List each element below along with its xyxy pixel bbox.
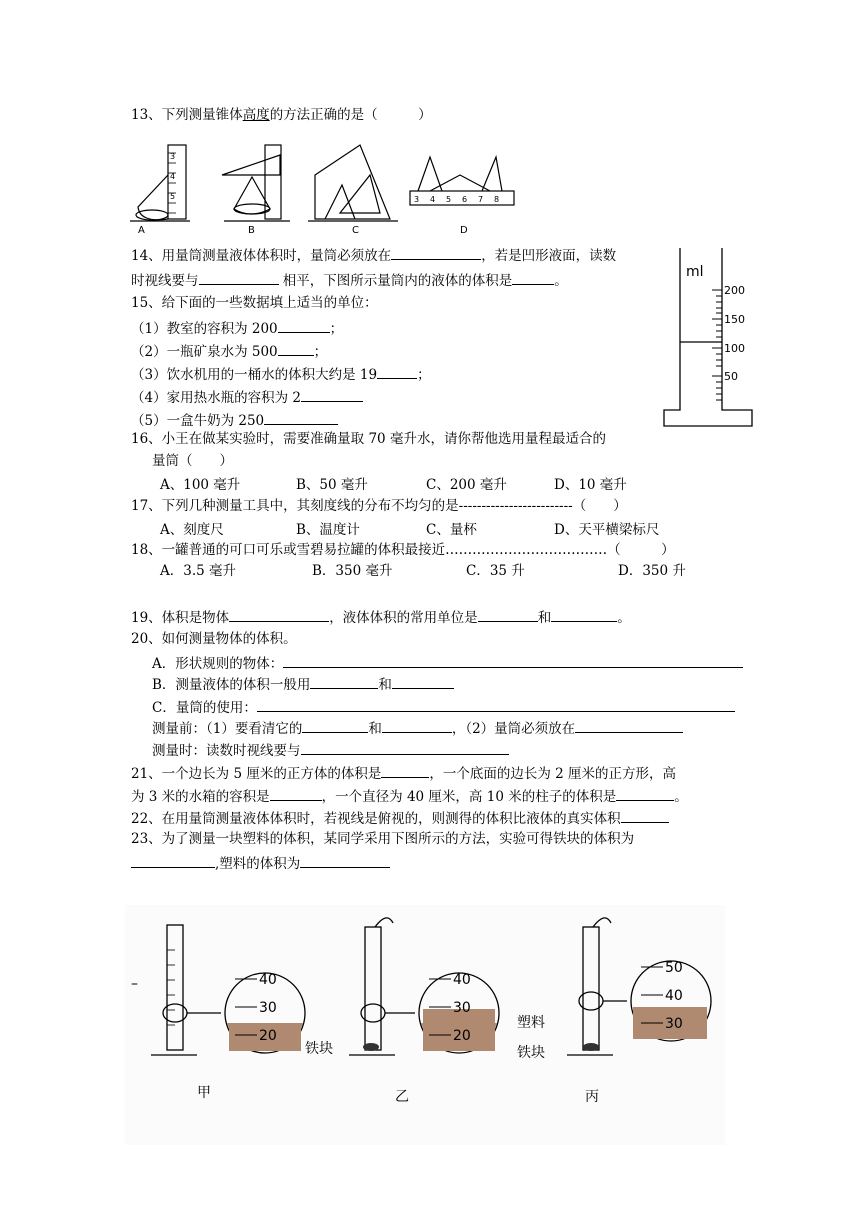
q20-dur-text: 测量时：读数时视线要与	[152, 743, 301, 759]
q14-text-2b: 相平，下图所示量筒内的液体的体积是	[278, 273, 513, 289]
q21-blank-1[interactable]	[381, 763, 429, 778]
zoom-bing-tick-40: 40	[665, 988, 683, 1004]
q20-a	[152, 653, 743, 673]
cylinder-tick-100: 100	[724, 342, 745, 355]
q18-line1: 18、一罐普通的可口可乐或雪碧易拉罐的体积最接近………………………………（ ）	[131, 542, 675, 558]
q18-option-c[interactable]: C．35 升	[466, 563, 525, 579]
q21-line2	[131, 786, 688, 806]
q15-blank-3[interactable]	[377, 364, 417, 379]
q14-line1	[131, 245, 616, 265]
svg-text:7: 7	[478, 195, 484, 204]
label-plastic: 塑料	[517, 1015, 545, 1031]
q14-blank-3[interactable]	[512, 270, 554, 285]
q14-blank-1[interactable]	[391, 245, 481, 260]
q16-option-c[interactable]: C、200 毫升	[426, 477, 507, 493]
svg-text:3: 3	[414, 195, 420, 204]
q21-text-2a: 为 3 米的水箱的容积是	[131, 789, 270, 805]
q17-line1: 17、下列几种测量工具中，其刻度线的分布不均匀的是-------------------------（ ）	[131, 498, 627, 514]
q20-blank-pre3[interactable]	[575, 718, 683, 733]
q15-item-4	[131, 387, 363, 407]
q20-c	[152, 697, 735, 717]
label-bing: 丙	[585, 1089, 599, 1105]
cylinder-tick-150: 150	[724, 313, 745, 326]
q15-item-4-text: （4）家用热水瓶的容积为 2	[131, 390, 301, 406]
zoom-yi-tick-20: 20	[453, 1028, 471, 1044]
q20-blank-pre2[interactable]	[382, 718, 452, 733]
q20-blank-dur[interactable]	[301, 740, 509, 755]
q14-text-2c: 。	[554, 273, 568, 289]
q17-option-a[interactable]: A、刻度尺	[160, 522, 224, 538]
label-jia: 甲	[197, 1085, 211, 1101]
cylinder-tick-200: 200	[724, 284, 745, 297]
q17-option-c[interactable]: C、量杯	[426, 522, 477, 538]
q15-heading: 15、给下面的一些数据填上适当的单位：	[131, 295, 378, 311]
q15-item-2-text: （2）一瓶矿泉水为 500	[131, 344, 278, 360]
q20-blank-pre1[interactable]	[302, 718, 368, 733]
q15-blank-5[interactable]	[264, 410, 338, 425]
q21-text-2b: ，一个直径为 40 厘米，高 10 米的柱子的体积是	[321, 789, 617, 805]
q20-blank-b2[interactable]	[392, 674, 454, 689]
q14-line2	[131, 270, 568, 290]
q17-option-d[interactable]: D、天平横梁标尺	[554, 522, 660, 538]
q22-blank[interactable]	[621, 808, 669, 823]
q14-blank-2[interactable]	[199, 270, 279, 285]
q13-label-d: D	[460, 225, 468, 235]
q15-blank-4[interactable]	[301, 387, 363, 402]
q18-option-a[interactable]: A．3.5 毫升	[160, 563, 237, 579]
q15-item-3	[131, 364, 431, 384]
q15-blank-2[interactable]	[278, 341, 314, 356]
measurement-figure	[125, 905, 725, 1145]
graduated-cylinder-figure	[660, 242, 760, 432]
zoom-yi-tick-30: 30	[453, 1000, 471, 1016]
q16-line2: 量筒（ ）	[152, 453, 233, 469]
q20-blank-a[interactable]	[283, 653, 743, 668]
svg-text:4: 4	[170, 172, 176, 181]
q20-blank-b1[interactable]	[310, 674, 378, 689]
q23-text-2: ,塑料的体积为	[215, 856, 301, 872]
q20-dur	[152, 740, 509, 760]
q18-option-d[interactable]: D．350 升	[618, 563, 686, 579]
q14-text-2a: 时视线要与	[131, 273, 199, 289]
svg-text:3: 3	[170, 152, 176, 161]
label-yi: 乙	[395, 1089, 409, 1105]
q16-option-b[interactable]: B、50 毫升	[296, 477, 368, 493]
svg-text:6: 6	[462, 195, 468, 204]
q20-c-text: C．量筒的使用：	[152, 700, 257, 716]
q16-option-d[interactable]: D、10 毫升	[554, 477, 627, 493]
q21-line1	[131, 763, 676, 783]
zoom-yi-tick-40: 40	[453, 972, 471, 988]
q21-text-1b: ，一个底面的边长为 2 厘米的正方形，高	[429, 766, 677, 782]
q16-line1: 16、小王在做某实验时，需要准确量取 70 毫升水，请你帮他选用量程最适合的	[131, 431, 606, 447]
q15-item-2-end: ；	[313, 344, 328, 360]
q20-heading: 20、如何测量物体的体积。	[131, 631, 297, 647]
q20-b	[152, 674, 454, 694]
svg-text:5: 5	[446, 195, 452, 204]
q21-text-2c: 。	[674, 789, 688, 805]
label-iron-yi: 铁块	[305, 1041, 333, 1057]
zoom-jia-tick-30: 30	[259, 1000, 277, 1016]
q15-item-2	[131, 341, 327, 361]
q19-text-c: 和	[537, 610, 552, 626]
q18-option-b[interactable]: B．350 毫升	[312, 563, 393, 579]
zoom-bing-tick-50: 50	[665, 960, 683, 976]
q13-text	[131, 106, 432, 124]
q19-line	[131, 607, 631, 627]
q15-item-5-text: （5）一盒牛奶为 250	[131, 413, 265, 429]
q20-pre	[152, 718, 683, 738]
cylinder-tick-50: 50	[724, 370, 738, 383]
q13-figure	[130, 135, 520, 235]
q14-text-1b: ，若是凹形液面，读数	[481, 248, 617, 264]
q15-item-1-end: ；	[329, 321, 344, 337]
label-iron-bing: 铁块	[517, 1045, 545, 1061]
q19-blank-1[interactable]	[229, 607, 329, 622]
q13-label-c: C	[352, 225, 359, 235]
q20-b-text2: 和	[378, 677, 392, 693]
q23-blank-1[interactable]	[131, 853, 215, 868]
q23-line1: 23、为了测量一块塑料的体积，某同学采用下图所示的方法，实验可得铁块的体积为	[131, 831, 635, 847]
q19-text-d: 。	[617, 610, 631, 626]
q17-option-b[interactable]: B、温度计	[296, 522, 360, 538]
q19-text-a: 19、体积是物体	[131, 610, 230, 626]
q13-label-a: A	[138, 225, 145, 235]
q15-item-1-text: （1）教室的容积为 200	[131, 321, 278, 337]
q23-blank-2[interactable]	[300, 853, 390, 868]
q19-blank-3[interactable]	[551, 607, 617, 622]
q20-pre-text2: 和	[368, 721, 382, 737]
q13-part-c: 的方法正确的是（ ）	[269, 107, 432, 123]
zoom-jia-tick-20: 20	[259, 1028, 277, 1044]
q15-item-3-text: （3）饮水机用的一桶水的体积大约是 19	[131, 367, 378, 383]
q20-blank-c[interactable]	[257, 697, 735, 712]
q20-pre-text3: ，（2）量筒必须放在	[451, 721, 576, 737]
q22-line	[131, 808, 669, 828]
q21-blank-3[interactable]	[616, 786, 674, 801]
q19-blank-2[interactable]	[478, 607, 538, 622]
q15-item-5	[131, 410, 338, 430]
q21-text-1a: 21、一个边长为 5 厘米的正方体的体积是	[131, 766, 382, 782]
zoom-bing-tick-30: 30	[665, 1016, 683, 1032]
q19-text-b: ，液体体积的常用单位是	[329, 610, 478, 626]
q20-pre-text1: 测量前：（1）要看清它的	[152, 721, 303, 737]
q16-option-a[interactable]: A、100 毫升	[160, 477, 241, 493]
cylinder-unit-label: ml	[686, 264, 704, 280]
svg-text:4: 4	[430, 195, 436, 204]
svg-text:5: 5	[170, 192, 176, 201]
q13-part-a: 13、下列测量锥体	[131, 107, 243, 123]
q20-b-text1: B．测量液体的体积一般用	[152, 677, 311, 693]
q13-keyword: 高度	[242, 107, 270, 123]
svg-text:8: 8	[494, 195, 500, 204]
q23-line2	[131, 853, 390, 873]
q14-text-1a: 14、用量筒测量液体体积时，量筒必须放在	[131, 248, 392, 264]
zoom-jia-tick-40: 40	[259, 972, 277, 988]
figure-dash: –	[131, 976, 138, 992]
q20-a-text: A．形状规则的物体：	[152, 656, 284, 672]
q15-blank-1[interactable]	[278, 318, 330, 333]
q21-blank-2[interactable]	[270, 786, 322, 801]
q15-item-1	[131, 318, 343, 338]
q15-item-3-end: ；	[417, 367, 431, 383]
q13-label-b: B	[248, 225, 255, 235]
q22-text: 22、在用量筒测量液体体积时，若视线是俯视的，则测得的体积比液体的真实体积	[131, 811, 621, 827]
